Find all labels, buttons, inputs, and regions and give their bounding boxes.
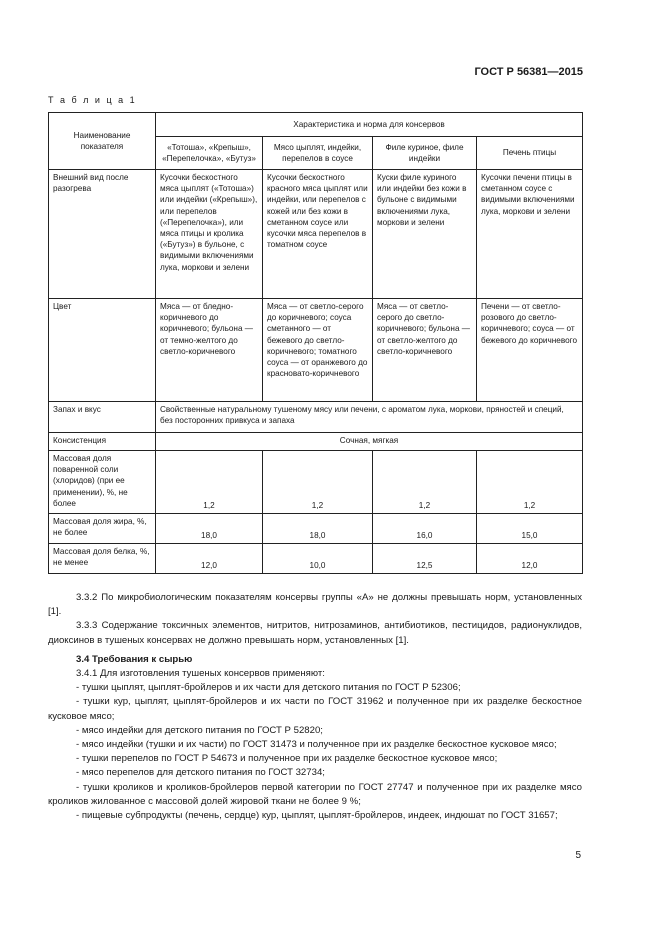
table-row — [49, 402, 583, 433]
table-cell: Кусочки печени птицы в сметанном соусе с видимыми включениями лука, моркови и зелени — [477, 170, 583, 299]
table-row — [49, 451, 583, 514]
list-item: - мясо перепелов для детского питания по ГОСТ 32734; — [76, 767, 325, 779]
table-cell: Печени — от светло-розового до светло-коричневого; соуса — от бежевого до коричневого — [477, 299, 583, 402]
list-item: - тушки кур, цыплят, цыплят-бройлеров и их части по ГОСТ 31962 и полученное при их разделке бескостное кусковое мясо; — [48, 696, 582, 722]
table-cell: 1,2 — [263, 451, 373, 514]
table-cell: Сочная, мягкая — [156, 433, 583, 451]
row-label: Массовая доля поваренной соли (хлоридов) (при ее применении), %, не более — [49, 451, 156, 514]
specs-table — [48, 112, 583, 574]
table-cell: 16,0 — [373, 514, 477, 544]
row-label: Запах и вкус — [49, 402, 156, 433]
list-item: - пищевые субпродукты (печень, сердце) кур, цыплят, цыплят-бройлеров, индеек, индюшат по ГОСТ 31657; — [76, 810, 558, 822]
row-label: Внешний вид после разогрева — [49, 170, 156, 299]
row-label: Массовая доля белка, %, не менее — [49, 544, 156, 574]
paragraph-3-3-3: 3.3.3 Содержание токсичных элементов, нитритов, нитрозаминов, антибиотиков, пестицидов, радионуклидов, диоксинов в тушеных консервах не должно превышать норм, установленных [1]. — [48, 620, 582, 646]
document-header: ГОСТ Р 56381—2015 — [474, 66, 583, 78]
table-cell: 18,0 — [156, 514, 263, 544]
table-cell: 12,5 — [373, 544, 477, 574]
header-col-4: Печень птицы — [477, 137, 583, 170]
table-cell: 12,0 — [156, 544, 263, 574]
header-group: Характеристика и норма для консервов — [156, 113, 583, 137]
table-cell: Мяса — от светло-серого до светло-коричневого; бульона — от светло-желтого до светло-коричневого — [373, 299, 477, 402]
table-cell: Свойственные натуральному тушеному мясу или печени, с ароматом лука, моркови, пряностей и специй, без посторонних привкуса и запаха — [156, 402, 583, 433]
table-cell: Куски филе куриного или индейки без кожи в бульоне с видимыми включениями лука, моркови и зелени — [373, 170, 477, 299]
table-row — [49, 170, 583, 299]
table-cell: 1,2 — [373, 451, 477, 514]
row-label: Консистенция — [49, 433, 156, 451]
header-col-1: «Тотоша», «Крепыш», «Перепелочка», «Бутуз» — [156, 137, 263, 170]
table-cell: 1,2 — [156, 451, 263, 514]
row-label: Массовая доля жира, %, не более — [49, 514, 156, 544]
table-cell: Кусочки бескостного мяса цыплят («Тотоша») или индейки («Крепыш»), или перепелов («Перепелочка»), или мяса птицы и кролика («Бутуз») в бульоне, с видимыми включениями лука, моркови и зелени — [156, 170, 263, 299]
table-row — [49, 433, 583, 451]
table-cell: Мяса — от светло-серого до коричневого; соуса сметанного — от бежевого до светло-коричневого; томатного соуса — от оранжевого до красновато-коричневого — [263, 299, 373, 402]
table-caption: Т а б л и ц а 1 — [48, 95, 137, 105]
section-heading-3-4: 3.4 Требования к сырью — [76, 653, 193, 665]
header-col-2: Мясо цыплят, индейки, перепелов в соусе — [263, 137, 373, 170]
list-item: - мясо индейки (тушки и их части) по ГОСТ 31473 и полученное при их разделке бескостное кусковое мясо; — [76, 739, 557, 751]
table-cell: 12,0 — [477, 544, 583, 574]
table-cell: 1,2 — [477, 451, 583, 514]
table-cell: 10,0 — [263, 544, 373, 574]
table-cell: Мяса — от бледно-коричневого до коричневого; бульона — от темно-желтого до светло-коричневого — [156, 299, 263, 402]
list-item: - тушки кроликов и кроликов-бройлеров первой категории по ГОСТ 27747 и полученное при их разделке мясо кроликов жилованное с массовой долей жировой ткани не более 9 %; — [48, 781, 582, 807]
table-row — [49, 544, 583, 574]
row-label: Цвет — [49, 299, 156, 402]
body-text — [48, 591, 582, 823]
table-cell: 18,0 — [263, 514, 373, 544]
paragraph-3-3-2: 3.3.2 По микробиологическим показателям консервы группы «А» не должны превышать норм, установленных [1]. — [48, 592, 582, 618]
page-number: 5 — [575, 850, 581, 861]
paragraph-3-4-1: 3.4.1 Для изготовления тушеных консервов применяют: — [76, 668, 325, 680]
table-row — [49, 299, 583, 402]
table-row — [49, 514, 583, 544]
header-indicator: Наименование показателя — [49, 113, 156, 170]
header-col-3: Филе куриное, филе индейки — [373, 137, 477, 170]
list-item: - мясо индейки для детского питания по ГОСТ Р 52820; — [76, 724, 323, 736]
table-cell: Кусочки бескостного красного мяса цыплят или индейки, или перепелов с кожей или без кожи в сметанном соусе или кусочки мяса перепелов в томатном соусе — [263, 170, 373, 299]
list-item: - тушки перепелов по ГОСТ Р 54673 и полученное при их разделке бескостное кусковое мясо; — [76, 753, 498, 765]
table-cell: 15,0 — [477, 514, 583, 544]
list-item: - тушки цыплят, цыплят-бройлеров и их части для детского питания по ГОСТ Р 52306; — [76, 682, 461, 694]
